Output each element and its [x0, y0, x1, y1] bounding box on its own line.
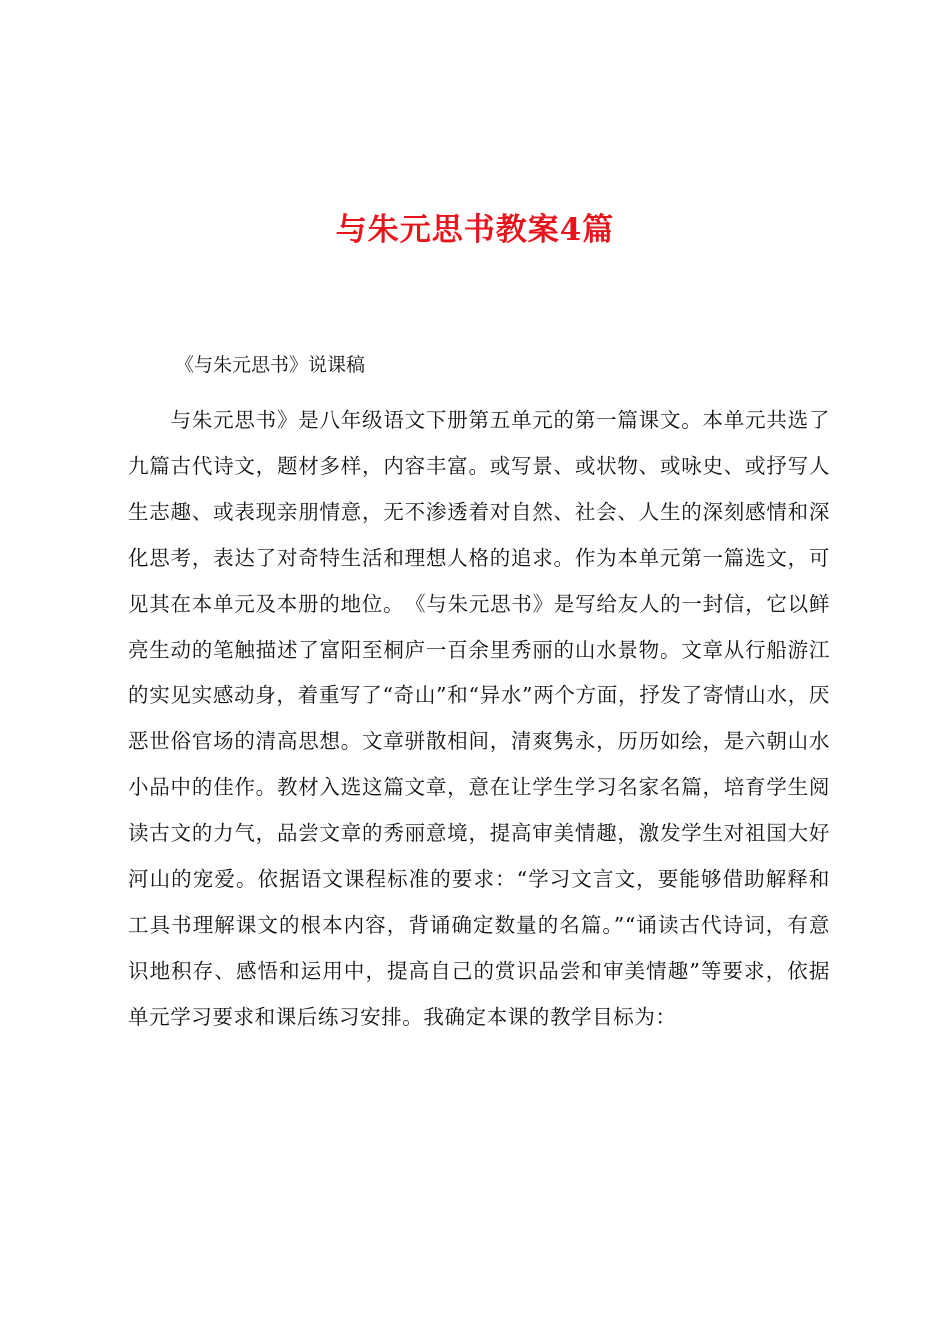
document-title: 与朱元思书教案4篇	[335, 212, 615, 248]
section-subheading: 《与朱元思书》说课稿	[175, 354, 366, 376]
body-paragraph: 与朱元思书》是八年级语文下册第五单元的第一篇课文。本单元共选了九篇古代诗文，题材多样，内容丰富。或写景、或状物、或咏史、或抒写人生志趣、或表现亲朋情意，无不渗透着对自然、社会、人生的深刻感情和深化思考，表达了对奇特生活和理想人格的追求。作为本单元第一篇选文，可见其在本单元及本册的地位。 《与朱元思书》是写给友人的一封信，它以鲜亮生动的笔触描述了富阳至桐庐一百余里秀丽的山水景物。文章从行船游江的实见实感动身，着重写了“奇山”和“异水”两个方面，抒发了寄情山水，厌恶世俗官场的清高思想。文章骈散相间，清爽隽永，历历如绘，是六朝山水小品中的佳作。教材入选这篇文章，意在让学生学习名家名篇，培育学生阅读古文的力气，品尝文章的秀丽意境，提高审美情趣，激发学生对祖国大好河山的宠爱。依据语文课程标准的要求：“学习文言文，要能够借助解释和工具书理解课文的根本内容，背诵确定数量的名篇。”“诵读古代诗词，有意识地积存、感悟和运用中，提高自己的赏识品尝和审美情趣”等要求，依据单元学习要求和课后练习安排。我确定本课的教学目标为：	[128, 408, 830, 1029]
